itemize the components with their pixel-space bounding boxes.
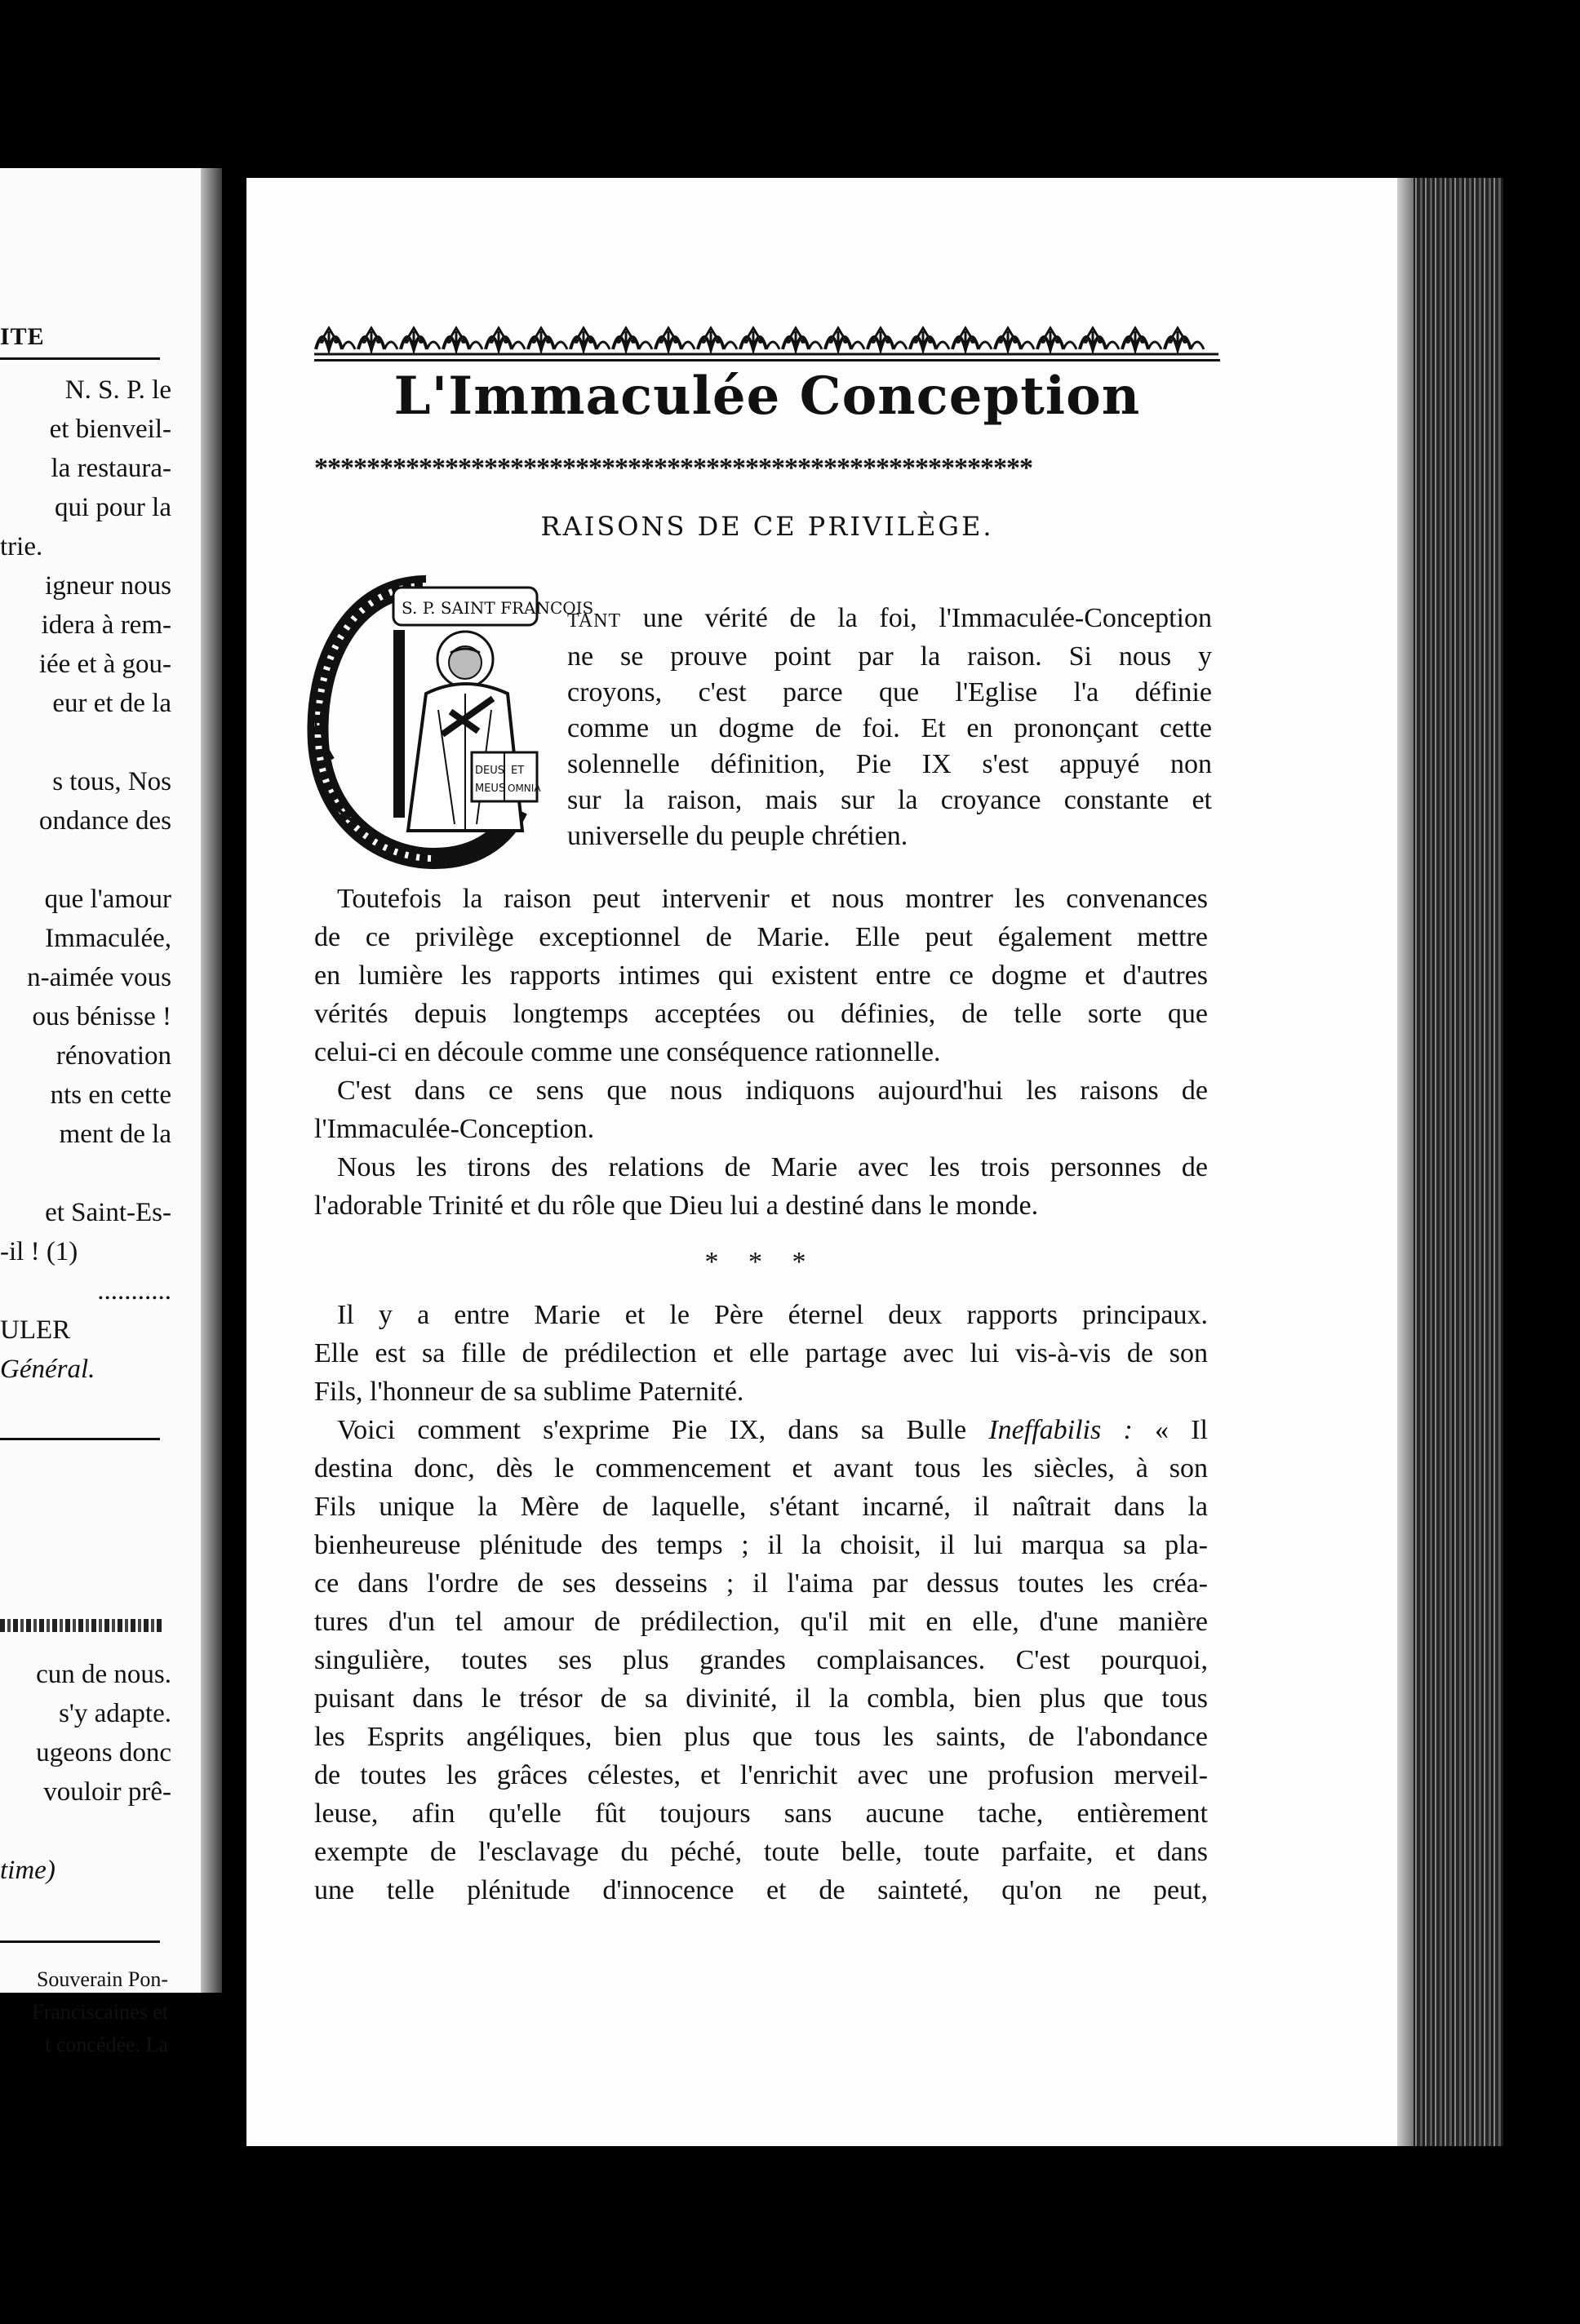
text-line: t concédée. La (45, 2033, 168, 2056)
text-line: n-aimée vous (27, 963, 171, 992)
text-line: Il y a entre Marie et le Père éternel deux rapports principaux. (337, 1300, 1208, 1330)
text-line: Souverain Pon- (36, 1967, 168, 1991)
intro-line: croyons, c'est parce que l'Eglise l'a définie (567, 677, 1212, 707)
text-line: exempte de l'esclavage du péché, toute belle, toute parfaite, et dans (314, 1837, 1208, 1867)
left-notes-rule (0, 1940, 160, 1943)
text-line: Général. (0, 1355, 95, 1384)
illuminated-dropcap (304, 571, 594, 873)
text-line: bienheureuse plénitude des temps ; il la choisit, il lui marqua sa pla- (314, 1530, 1208, 1560)
text-line: Nous les tirons des relations de Marie avec les trois personnes de (337, 1152, 1208, 1182)
intro-line (567, 601, 1212, 639)
text-line: igneur nous (45, 571, 171, 601)
text-line: singulière, toutes ses plus grandes complaisances. C'est pourquoi, (314, 1645, 1208, 1675)
dropcap-scroll-text: S. P. SAINT FRANCOIS (402, 598, 594, 618)
text-line: idera à rem- (41, 610, 171, 640)
headpiece-rule (314, 359, 1220, 361)
text-line: et Saint-Es- (45, 1198, 171, 1227)
text-line: en lumière les rapports intimes qui existent entre ce dogme et d'autres (314, 960, 1208, 991)
dropcap-letter: É (312, 716, 327, 740)
bull-name: Ineffabilis : (988, 1415, 1133, 1445)
page-edge-shadow (1397, 178, 1414, 2146)
text-line: ous bénisse ! (32, 1002, 171, 1031)
text-line: trie. (0, 532, 43, 561)
intro-paragraph (567, 601, 1212, 854)
body-text-part-1 (314, 880, 1208, 1225)
intro-line-text: une vérité de la foi, l'Immaculée-Conception (621, 603, 1212, 633)
left-page-header: ITE (0, 323, 45, 350)
text-line: nts en cette (50, 1080, 171, 1110)
text-line: -il ! (1) (0, 1237, 78, 1266)
text-line-start: Voici comment s'exprime Pie IX, dans sa Bulle (337, 1415, 989, 1445)
book-word-3: ET (511, 765, 525, 777)
text-line: eur et de la (52, 689, 171, 718)
text-line: Toutefois la raison peut intervenir et nous montrer les convenances (337, 884, 1208, 914)
text-line: tures d'un tel amour de prédilection, qu'il mit en elle, d'une manière (314, 1607, 1208, 1637)
text-line: une telle plénitude d'innocence et de sainteté, qu'on ne peut, (314, 1875, 1208, 1905)
text-line: time) (0, 1856, 55, 1885)
intro-line: sur la raison, mais sur la croyance constante et (567, 785, 1212, 815)
body-text-part-2 (314, 1296, 1208, 1909)
text-line: ........... (97, 1276, 171, 1306)
text-line: Fils, l'honneur de sa sublime Paternité. (314, 1377, 744, 1407)
left-ornament-band (0, 1619, 163, 1632)
text-line: Fils unique la Mère de laquelle, s'étant incarné, il naîtrait dans la (314, 1492, 1208, 1522)
text-line: qui pour la (55, 493, 171, 522)
ornamental-headpiece (314, 317, 1218, 359)
text-line: ondance des (38, 806, 171, 836)
text-line: cun de nous. (36, 1660, 171, 1689)
text-line: ce dans l'ordre de ses desseins ; il l'aima par dessus toutes les créa- (314, 1568, 1208, 1599)
text-line: de ce privilège exceptionnel de Marie. Elle peut également mettre (314, 922, 1208, 952)
text-line: s tous, Nos (52, 767, 171, 796)
intro-line: universelle du peuple chrétien. (567, 821, 908, 851)
text-line: ment de la (59, 1120, 171, 1149)
intro-first-word: TANT (567, 610, 622, 632)
text-line: l'Immaculée-Conception. (314, 1114, 595, 1144)
text-line: Franciscaines et (32, 2000, 168, 2024)
text-line: que l'amour (44, 885, 171, 914)
left-separator-rule (0, 1438, 160, 1440)
text-line: N. S. P. le (64, 375, 171, 405)
left-page-text (0, 370, 171, 1389)
text-line (0, 1154, 171, 1193)
text-line: la restaura- (51, 454, 171, 483)
left-page-footnotes (0, 1963, 168, 2061)
text-line: Elle est sa fille de prédilection et elle partage avec lui vis-à-vis de son (314, 1338, 1208, 1368)
text-line: les Esprits angéliques, bien plus que tous les saints, de l'abondance (314, 1722, 1208, 1752)
asterisk-rule: ******************************************************* (314, 453, 1032, 483)
left-page (0, 168, 201, 2056)
text-line: leuse, afin qu'elle fût toujours sans aucune tache, entièrement (314, 1798, 1208, 1829)
book-gutter (201, 168, 222, 1993)
text-line: ULER (0, 1315, 71, 1345)
text-line: vouloir prê- (43, 1777, 171, 1807)
text-line: destina donc, dès le commencement et avant tous les siècles, à son (314, 1453, 1208, 1484)
book-word-2: MEUS (475, 783, 506, 795)
text-line: rénovation (55, 1041, 171, 1071)
intro-line: solennelle définition, Pie IX s'est appuyé non (567, 749, 1212, 779)
text-line-end: « Il (1132, 1415, 1208, 1445)
intro-line: comme un dogme de foi. Et en prononçant cette (567, 713, 1212, 743)
text-line: C'est dans ce sens que nous indiquons aujourd'hui les raisons de (337, 1076, 1208, 1106)
text-line: ugeons donc (36, 1738, 171, 1767)
text-line (314, 1411, 1208, 1449)
book-word-4: OMNIA (508, 783, 541, 794)
text-line: iée et à gou- (38, 650, 171, 679)
text-line: vérités depuis longtemps acceptées ou définies, de telle sorte que (314, 999, 1208, 1029)
intro-line: ne se prouve point par la raison. Si nous y (567, 641, 1212, 672)
section-subtitle: RAISONS DE CE PRIVILÈGE. (540, 511, 994, 542)
text-line: s'y adapte. (59, 1699, 171, 1728)
text-line (0, 840, 171, 880)
text-line: Immaculée, (45, 924, 171, 953)
text-line: et bienveil- (49, 415, 171, 444)
left-header-rule (0, 357, 160, 360)
text-line: celui-ci en découle comme une conséquence rationnelle. (314, 1037, 941, 1067)
left-page-text-continued (0, 1655, 171, 1890)
text-line (0, 723, 171, 762)
text-line: l'adorable Trinité et du rôle que Dieu lui a destiné dans le monde. (314, 1191, 1039, 1221)
asterism: * * * (704, 1247, 818, 1277)
text-line (0, 1812, 171, 1851)
book-word-1: DEUS (475, 765, 504, 777)
page-title: L'Immaculée Conception (393, 366, 1141, 427)
text-line: de toutes les grâces célestes, et l'enrichit avec une profusion merveil- (314, 1760, 1208, 1790)
text-line: puisant dans le trésor de sa divinité, il la combla, bien plus que tous (314, 1683, 1208, 1714)
